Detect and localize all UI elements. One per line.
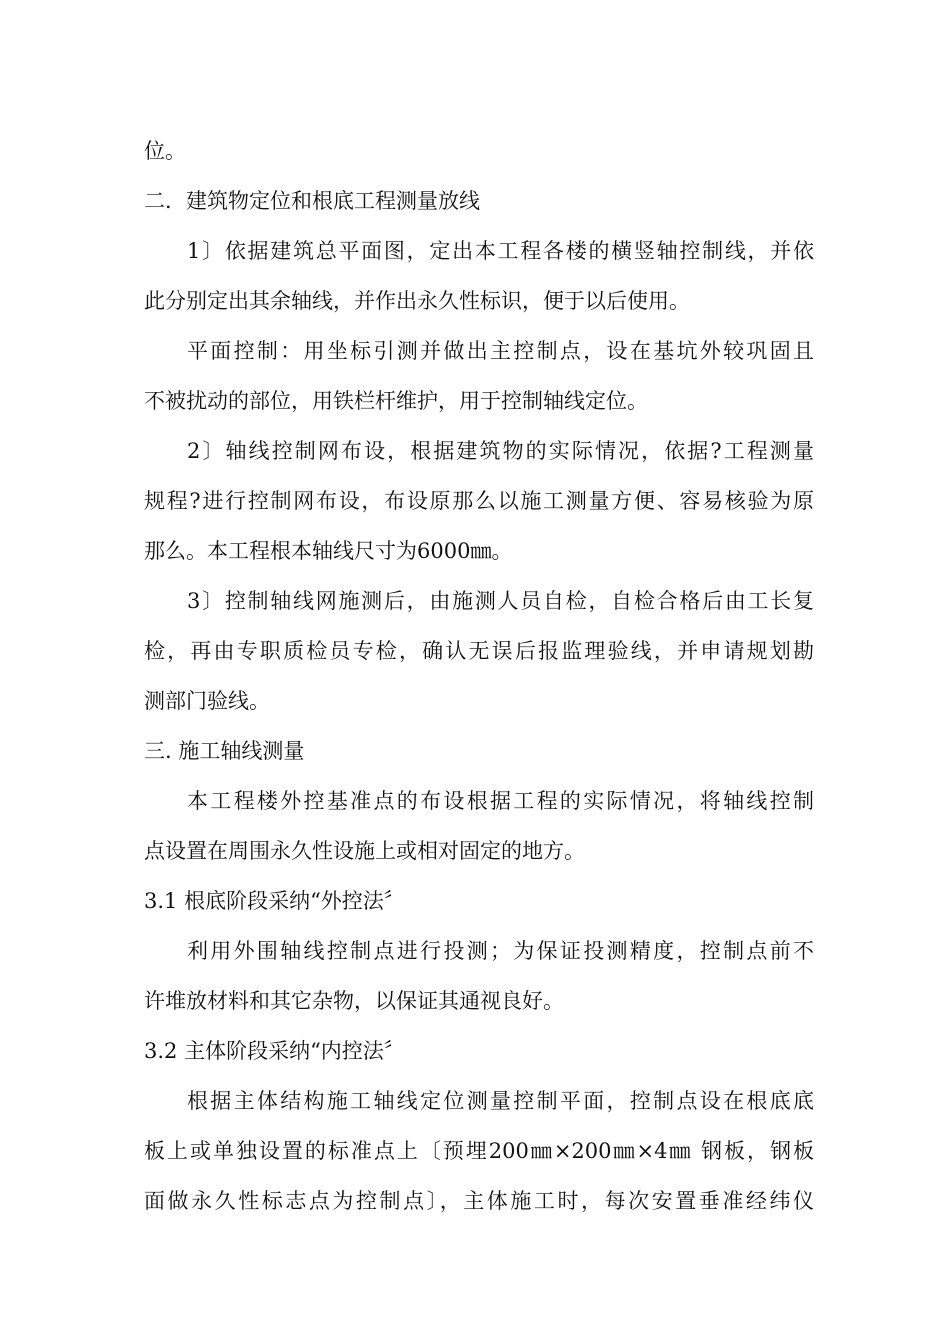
text-line: 板上或单独设置的标准点上〔预埋200㎜×200㎜×4㎜ 钢板，钢板 <box>144 1139 814 1163</box>
text-line: 点设置在周围永久性设施上或相对固定的地方。 <box>144 839 585 863</box>
text-line: 不被扰动的部位，用铁栏杆维护，用于控制轴线定位。 <box>144 389 648 413</box>
section-heading: 三. 施工轴线测量 <box>144 739 305 763</box>
section-heading: 二．建筑物定位和根底工程测量放线 <box>144 189 480 213</box>
text-line: 规程?进行控制网布设，布设原那么以施工测量方便、容易核验为原 <box>144 489 814 513</box>
text-line: 2〕轴线控制网布设，根据建筑物的实际情况，依据?工程测量 <box>187 439 814 463</box>
text-line: 1〕依据建筑总平面图，定出本工程各楼的横竖轴控制线，并依 <box>187 239 814 263</box>
text-line: 此分别定出其余轴线，并作出永久性标识，便于以后使用。 <box>144 289 690 313</box>
text-line: 位。 <box>144 139 186 163</box>
subsection-heading: 3.2 主体阶段采纳“内控法〞 <box>144 1039 405 1063</box>
text-line: 3〕控制轴线网施测后，由施测人员自检，自检合格后由工长复 <box>187 589 814 613</box>
text-line: 根据主体结构施工轴线定位测量控制平面，控制点设在根底底 <box>187 1089 814 1113</box>
text-line: 许堆放材料和其它杂物，以保证其通视良好。 <box>144 989 564 1013</box>
text-line: 检，再由专职质检员专检，确认无误后报监理验线，并申请规划勘 <box>144 639 814 663</box>
text-line: 测部门验线。 <box>144 689 270 713</box>
text-line: 平面控制：用坐标引测并做出主控制点，设在基坑外较巩固且 <box>187 339 814 363</box>
text-line: 利用外围轴线控制点进行投测；为保证投测精度，控制点前不 <box>187 939 814 963</box>
text-line: 面做永久性标志点为控制点〕，主体施工时，每次安置垂准经纬仪 <box>144 1189 814 1213</box>
subsection-heading: 3.1 根底阶段采纳“外控法〞 <box>144 889 405 913</box>
text-line: 那么。本工程根本轴线尺寸为6000㎜。 <box>144 539 513 563</box>
text-line: 本工程楼外控基准点的布设根据工程的实际情况，将轴线控制 <box>187 789 814 813</box>
